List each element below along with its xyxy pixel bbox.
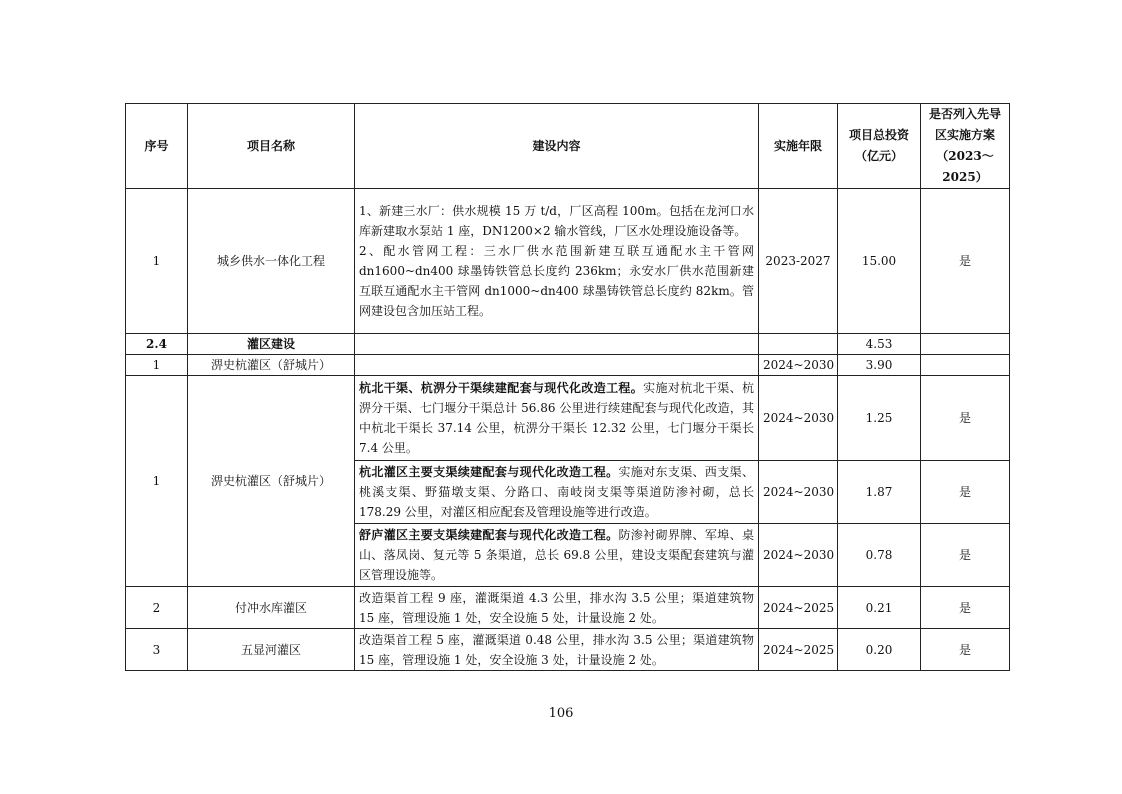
group-name: 淠史杭灌区（舒城片） bbox=[188, 376, 355, 587]
summary-name: 淠史杭灌区（舒城片） bbox=[188, 355, 355, 376]
item-text: 实施对杭北干渠、杭淠分干渠、七门堰分干渠总计 56.86 公里进行续建配套与现代化改造，其中杭北干渠长 37.14 公里，杭淠分干渠长 12.32 公里，七门堰分干渠长 7.4 公里。 bbox=[359, 381, 754, 455]
row-investment: 0.21 bbox=[838, 587, 921, 629]
table-row bbox=[126, 189, 1010, 334]
row-period: 2024~2025 bbox=[759, 629, 838, 671]
row-investment: 0.78 bbox=[838, 524, 921, 587]
row-included: 是 bbox=[921, 629, 1010, 671]
header-name: 项目名称 bbox=[188, 104, 355, 189]
row-content bbox=[355, 461, 759, 524]
header-included: 是否列入先导区实施方案（2023～2025） bbox=[921, 104, 1010, 189]
item-text: 实施对东支渠、西支渠、桃溪支渠、野猫墩支渠、分路口、南岐岗支渠等渠道防渗衬砌，总长 178.29 公里，对灌区相应配套及管理设施等进行改造。 bbox=[359, 465, 754, 519]
project-table bbox=[125, 103, 1010, 671]
header-no: 序号 bbox=[126, 104, 188, 189]
row-content: 改造渠首工程 5 座，灌溉渠道 0.48 公里，排水沟 3.5 公里；渠道建筑物 15 座，管理设施 1 处，安全设施 3 处，计量设施 2 处。 bbox=[355, 629, 759, 671]
row-period: 2024~2030 bbox=[759, 461, 838, 524]
row-no: 3 bbox=[126, 629, 188, 671]
row-period: 2024~2025 bbox=[759, 587, 838, 629]
content-paragraph: 2、配水管网工程：三水厂供水范围新建互联互通配水主干管网 dn1600~dn400 球墨铸铁管总长度约 236km；永安水厂供水范围新建互联互通配水主干管网 dn1000~dn400 球墨铸铁管总长度约 82km。管网建设包含加压站工程。 bbox=[359, 244, 754, 318]
summary-no: 1 bbox=[126, 355, 188, 376]
table-row bbox=[126, 629, 1010, 671]
row-no: 1 bbox=[126, 189, 188, 334]
row-investment: 0.20 bbox=[838, 629, 921, 671]
table-row bbox=[126, 376, 1010, 461]
item-title: 舒庐灌区主要支渠续建配套与现代化改造工程。 bbox=[359, 528, 619, 542]
item-title: 杭北干渠、杭淠分干渠续建配套与现代化改造工程。 bbox=[359, 381, 644, 395]
row-investment: 15.00 bbox=[838, 189, 921, 334]
row-period: 2023-2027 bbox=[759, 189, 838, 334]
group-no: 1 bbox=[126, 376, 188, 587]
summary-row bbox=[126, 355, 1010, 376]
section-row bbox=[126, 334, 1010, 355]
section-name: 灌区建设 bbox=[188, 334, 355, 355]
row-content bbox=[355, 524, 759, 587]
row-name: 五显河灌区 bbox=[188, 629, 355, 671]
row-included: 是 bbox=[921, 587, 1010, 629]
table-row bbox=[126, 587, 1010, 629]
row-content bbox=[355, 189, 759, 334]
row-no: 2 bbox=[126, 587, 188, 629]
header-investment: 项目总投资（亿元） bbox=[838, 104, 921, 189]
item-text: 防渗衬砌界牌、军埠、桌山、落凤岗、复元等 5 条渠道，总长 69.8 公里，建设支渠配套建筑与灌区管理设施等。 bbox=[359, 528, 754, 582]
row-investment: 1.25 bbox=[838, 376, 921, 461]
page-number: 106 bbox=[548, 706, 574, 721]
section-investment: 4.53 bbox=[838, 334, 921, 355]
row-content bbox=[355, 376, 759, 461]
row-content: 改造渠首工程 9 座，灌溉渠道 4.3 公里，排水沟 3.5 公里；渠道建筑物 15 座，管理设施 1 处，安全设施 5 处，计量设施 2 处。 bbox=[355, 587, 759, 629]
row-included: 是 bbox=[921, 461, 1010, 524]
row-period: 2024~2030 bbox=[759, 376, 838, 461]
row-period: 2024~2030 bbox=[759, 524, 838, 587]
section-no: 2.4 bbox=[126, 334, 188, 355]
row-name: 付冲水库灌区 bbox=[188, 587, 355, 629]
item-title: 杭北灌区主要支渠续建配套与现代化改造工程。 bbox=[359, 465, 619, 479]
row-included: 是 bbox=[921, 189, 1010, 334]
row-investment: 1.87 bbox=[838, 461, 921, 524]
summary-investment: 3.90 bbox=[838, 355, 921, 376]
table-header-row bbox=[126, 104, 1010, 189]
row-name: 城乡供水一体化工程 bbox=[188, 189, 355, 334]
content-paragraph: 1、新建三水厂：供水规模 15 万 t/d，厂区高程 100m。包括在龙河口水库新建取水泵站 1 座，DN1200×2 输水管线，厂区水处理设施设备等。 bbox=[359, 204, 754, 238]
row-included: 是 bbox=[921, 376, 1010, 461]
header-period: 实施年限 bbox=[759, 104, 838, 189]
summary-period: 2024~2030 bbox=[759, 355, 838, 376]
row-included: 是 bbox=[921, 524, 1010, 587]
header-content: 建设内容 bbox=[355, 104, 759, 189]
